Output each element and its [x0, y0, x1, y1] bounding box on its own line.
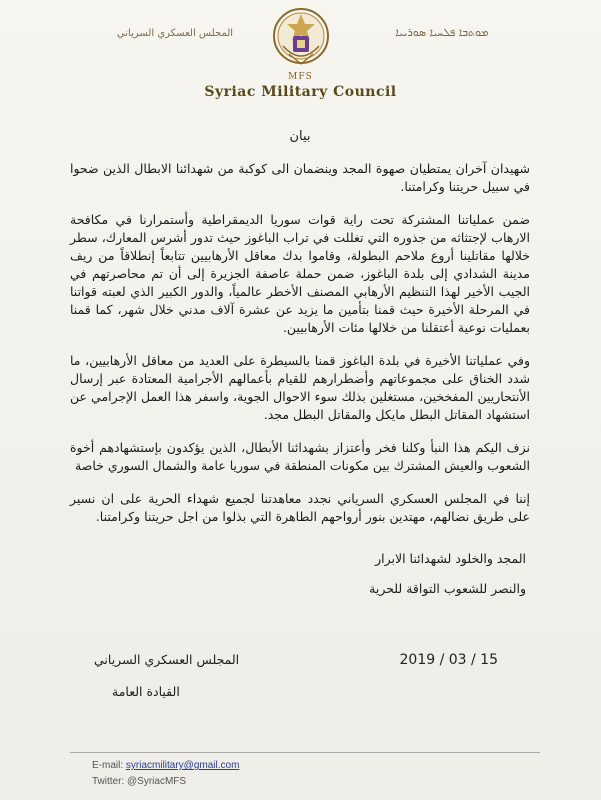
footer: [92, 758, 392, 790]
signatory-role: القيادة العامة: [112, 684, 180, 699]
paragraph: ضمن عملياتنا المشتركة تحت راية قوات سوريا الديمقراطية وأستمرارنا في مكافحة الارهاب لإجتثاثه من جذوره التي تغللت في تراب الباغوز حيث تدور أشرس المعارك، سطر خلالها مقاتلينا أروع ملاحم البطولة، وقاموا بدك معاقل الأرهابيين تتابعاً إنطلاقاً من ريف مدينة الشدادي إلى بلدة الباغوز، ضمن حملة عاصفة الجزيرة إلى أن تم محاصرتهم في الجيب الأخير لهذا التنظيم الأرهابي المصنف الأخطر عالمياً، والدور الكبير الذي لعبته قواتنا في المرحلة الأخيرة حيث قمنا بتأمين ما يزيد عن عشرة آلاف مدني خلال شهر، كما قمنا بعمليات نوعية أعتقلنا من خلالها مئات الأرهابيين.: [70, 212, 530, 335]
email-label: E-mail:: [92, 760, 124, 771]
paragraph: إننا في المجلس العسكري السرياني نجدد معاهدتنا لجميع شهداء الحرية على ان نسير على طريق نضالهم، مهتدين بنور أرواحهم الطاهرة التي بذلوا من اجل حريتنا وكرامتنا.: [70, 491, 530, 524]
email-link[interactable]: syriacmilitary@gmail.com: [125, 760, 240, 771]
org-english-name: Syriac Military Council: [204, 84, 397, 100]
statement-title: بيان: [289, 129, 311, 144]
statement-date: 2019 / 03 / 15: [399, 652, 498, 668]
paragraph: شهيدان آخران يمتطيان صهوة المجد وينضمان الى كوكبة من شهدائنا الابطال الذين ضحوا في سبيل حريتنا وكرامتنا.: [70, 161, 530, 194]
paragraph: نزف اليكم هذا النبأ وكلنا فخر وأعتزاز بشهدائنا الأبطال، الذين يؤكدون بإستشهادهم أخوة الشعوب والعيش المشترك بين مكونات المنطقة في سوريا عامة والشمال السوري خاصة: [70, 440, 530, 473]
email-line: [92, 758, 392, 774]
closing-line: والنصر للشعوب التواقة للحرية: [369, 581, 526, 596]
mfs-emblem-icon: [271, 6, 331, 70]
closing-lines: [70, 550, 530, 598]
paragraph: وفي عملياتنا الأخيرة في بلدة الباغوز قمنا بالسيطرة على العديد من معاقل الأرهابيين، ما شدد الخناق على مجموعاتهم وأضطرارهم للقيام بأعمالهم الأجرامية المعتادة عبر إرسال الأنتحاريين المفخخين، مستغلين بذلك سوء الاحوال الجوية، واسفر هذا العمل الإجرامي عن استشهاد المقاتل البطل مايكل والمقاتل البطل مجد.: [70, 353, 530, 422]
syriac-org-name: ܡܘܬܒܐ ܦܠܚܝܐ ܣܘܪܝܝܐ: [395, 26, 489, 39]
twitter-line: [92, 774, 392, 790]
twitter-label: Twitter:: [92, 776, 125, 787]
arabic-org-name: المجلس العسكري السرياني: [116, 28, 234, 39]
letterhead: [0, 0, 601, 112]
footer-divider: [70, 752, 540, 753]
statement-body: [70, 118, 530, 610]
signatory-org: المجلس العسكري السرياني: [94, 652, 240, 667]
org-abbreviation: MFS: [288, 72, 313, 82]
twitter-handle: @SyriacMFS: [127, 776, 187, 787]
closing-line: المجد والخلود لشهدائنا الابرار: [375, 551, 526, 566]
